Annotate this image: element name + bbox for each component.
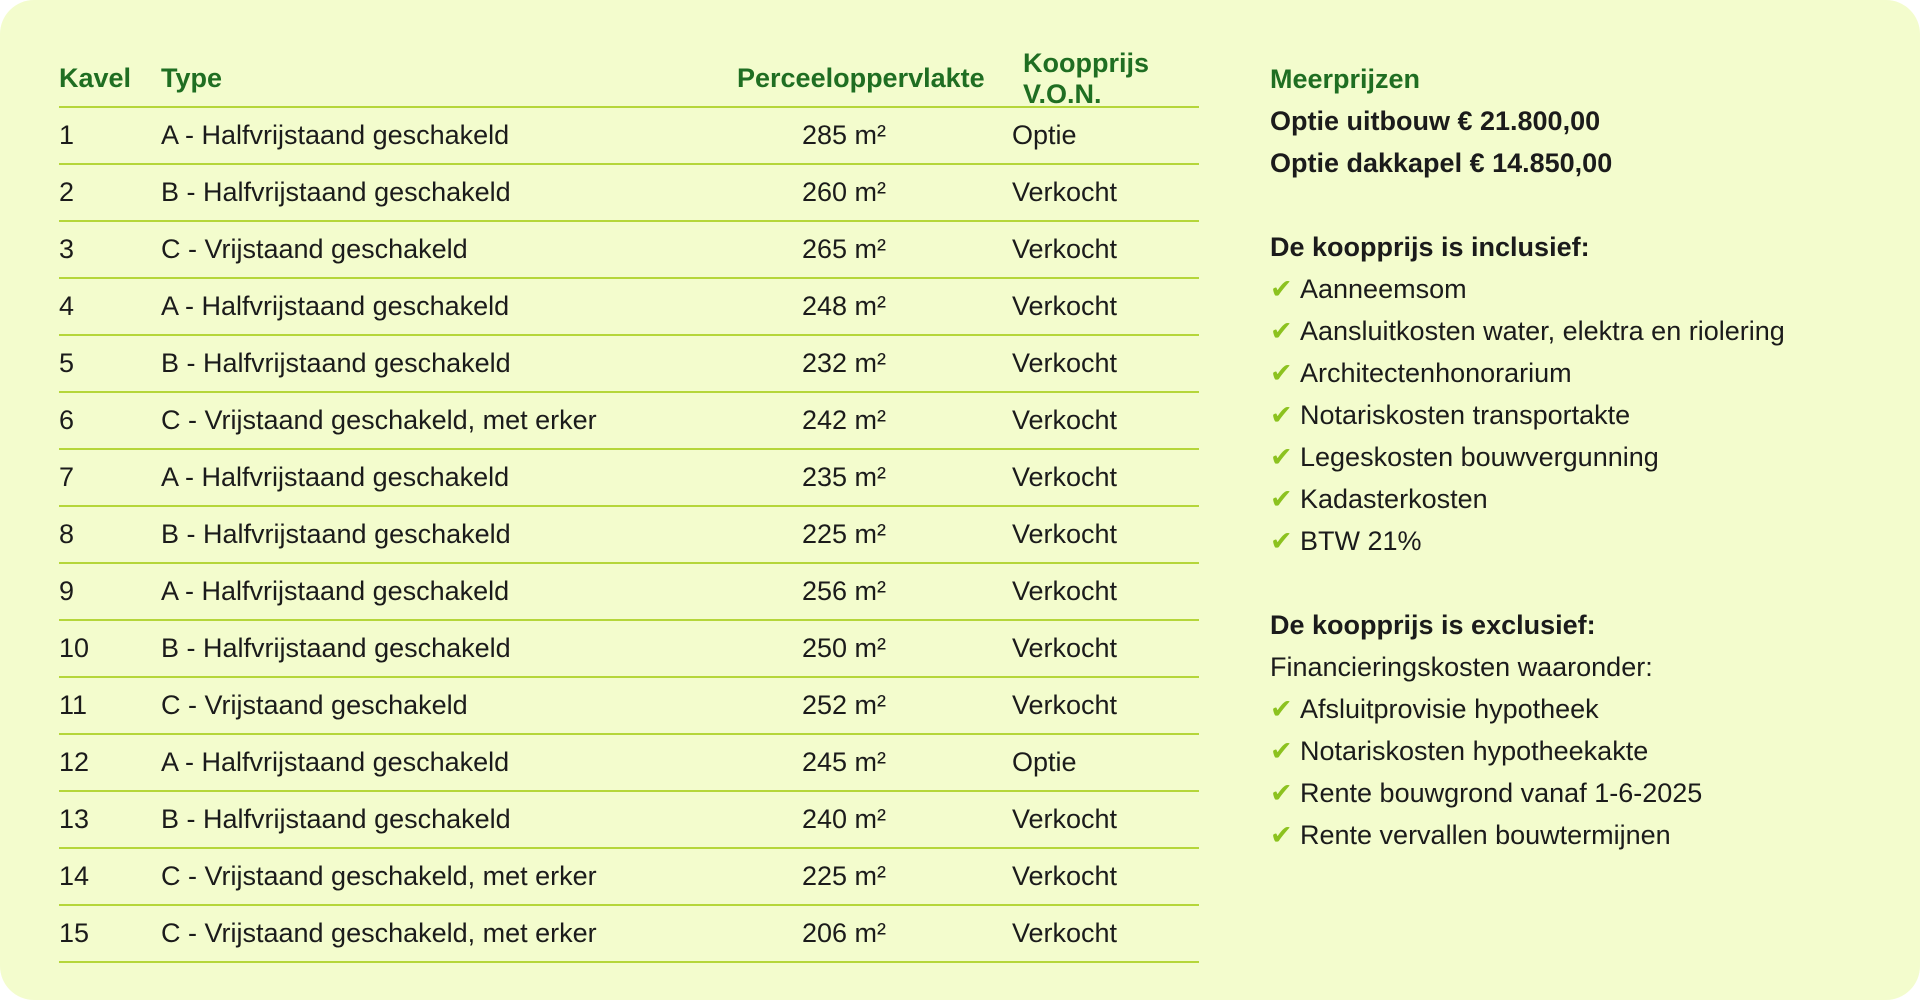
check-icon: ✔ [1270, 316, 1293, 346]
inclusief-item-label: Aansluitkosten water, elektra en riolering [1300, 316, 1785, 346]
table-row [59, 279, 1199, 336]
exclusief-item [1270, 772, 1910, 814]
cell-koopprijs: Verkocht [1012, 234, 1118, 264]
cell-kavel: 6 [59, 405, 75, 435]
cell-perceeloppervlakte: 245 m² [802, 747, 887, 777]
cell-perceeloppervlakte: 252 m² [802, 690, 887, 720]
cell-kavel: 10 [59, 633, 90, 663]
table-row [59, 621, 1199, 678]
check-icon: ✔ [1270, 358, 1293, 388]
check-icon: ✔ [1270, 820, 1293, 850]
check-icon: ✔ [1270, 694, 1293, 724]
inclusief-item [1270, 268, 1910, 310]
cell-kavel: 7 [59, 462, 75, 492]
cell-type: B - Halfvrijstaand geschakeld [161, 519, 511, 549]
inclusief-item-label: Notariskosten transportakte [1300, 400, 1631, 430]
table-row [59, 849, 1199, 906]
inclusief-item [1270, 478, 1910, 520]
cell-type: B - Halfvrijstaand geschakeld [161, 804, 511, 834]
check-icon: ✔ [1270, 274, 1293, 304]
exclusief-title: De koopprijs is exclusief: [1270, 610, 1596, 640]
cell-type: B - Halfvrijstaand geschakeld [161, 633, 511, 663]
check-icon: ✔ [1270, 442, 1293, 472]
cell-koopprijs: Verkocht [1012, 177, 1118, 207]
header-kavel: Kavel [59, 63, 132, 93]
header-type: Type [161, 63, 223, 93]
table-row [59, 792, 1199, 849]
meerprijs-item: Optie dakkapel € 14.850,00 [1270, 148, 1613, 178]
inclusief-item-label: Aanneemsom [1300, 274, 1467, 304]
cell-type: C - Vrijstaand geschakeld, met erker [161, 918, 597, 948]
table-row [59, 678, 1199, 735]
table-row [59, 222, 1199, 279]
cell-type: C - Vrijstaand geschakeld, met erker [161, 861, 597, 891]
inclusief-item-label: Legeskosten bouwvergunning [1300, 442, 1659, 472]
meerprijzen-title: Meerprijzen [1270, 64, 1421, 94]
check-icon: ✔ [1270, 736, 1293, 766]
cell-type: A - Halfvrijstaand geschakeld [161, 576, 510, 606]
info-column [1270, 58, 1910, 856]
inclusief-item-label: BTW 21% [1300, 526, 1422, 556]
table-row [59, 564, 1199, 621]
inclusief-item [1270, 352, 1910, 394]
cell-koopprijs: Optie [1012, 747, 1077, 777]
header-koopprijs: Koopprijs V.O.N. [1023, 47, 1149, 109]
cell-koopprijs: Verkocht [1012, 405, 1118, 435]
cell-koopprijs: Verkocht [1012, 576, 1118, 606]
inclusief-item [1270, 436, 1910, 478]
exclusief-item-label: Afsluitprovisie hypotheek [1300, 694, 1599, 724]
cell-koopprijs: Verkocht [1012, 462, 1118, 492]
exclusief-list [1270, 688, 1910, 856]
cell-perceeloppervlakte: 240 m² [802, 804, 887, 834]
table-row [59, 906, 1199, 963]
cell-kavel: 5 [59, 348, 75, 378]
table-row [59, 450, 1199, 507]
table-header [59, 47, 1199, 109]
table-row [59, 393, 1199, 450]
cell-kavel: 3 [59, 234, 75, 264]
meerprijs-item: Optie uitbouw € 21.800,00 [1270, 106, 1601, 136]
cell-type: B - Halfvrijstaand geschakeld [161, 348, 511, 378]
cell-kavel: 15 [59, 918, 90, 948]
cell-kavel: 1 [59, 120, 75, 150]
cell-type: A - Halfvrijstaand geschakeld [161, 120, 510, 150]
check-icon: ✔ [1270, 484, 1293, 514]
cell-type: C - Vrijstaand geschakeld [161, 234, 468, 264]
exclusief-item [1270, 730, 1910, 772]
cell-perceeloppervlakte: 250 m² [802, 633, 887, 663]
cell-koopprijs: Verkocht [1012, 861, 1118, 891]
cell-perceeloppervlakte: 256 m² [802, 576, 887, 606]
cell-kavel: 14 [59, 861, 90, 891]
cell-kavel: 9 [59, 576, 75, 606]
cell-koopprijs: Verkocht [1012, 348, 1118, 378]
exclusief-item-label: Rente vervallen bouwtermijnen [1300, 820, 1671, 850]
cell-type: C - Vrijstaand geschakeld [161, 690, 468, 720]
cell-perceeloppervlakte: 225 m² [802, 519, 887, 549]
cell-type: A - Halfvrijstaand geschakeld [161, 291, 510, 321]
kavel-table [59, 47, 1199, 963]
cell-type: A - Halfvrijstaand geschakeld [161, 747, 510, 777]
cell-perceeloppervlakte: 242 m² [802, 405, 887, 435]
cell-perceeloppervlakte: 235 m² [802, 462, 887, 492]
cell-perceeloppervlakte: 285 m² [802, 120, 887, 150]
inclusief-item [1270, 520, 1910, 562]
table-row [59, 165, 1199, 222]
cell-koopprijs: Optie [1012, 120, 1077, 150]
cell-perceeloppervlakte: 232 m² [802, 348, 887, 378]
cell-kavel: 12 [59, 747, 90, 777]
exclusief-item-label: Rente bouwgrond vanaf 1-6-2025 [1300, 778, 1703, 808]
check-icon: ✔ [1270, 778, 1293, 808]
cell-perceeloppervlakte: 260 m² [802, 177, 887, 207]
inclusief-item [1270, 310, 1910, 352]
cell-perceeloppervlakte: 225 m² [802, 861, 887, 891]
table-row [59, 507, 1199, 564]
exclusief-item-label: Notariskosten hypotheekakte [1300, 736, 1649, 766]
cell-kavel: 13 [59, 804, 90, 834]
inclusief-item [1270, 394, 1910, 436]
cell-kavel: 11 [59, 690, 88, 720]
cell-koopprijs: Verkocht [1012, 519, 1118, 549]
cell-type: A - Halfvrijstaand geschakeld [161, 462, 510, 492]
exclusief-item [1270, 814, 1910, 856]
header-perceeloppervlakte: Perceeloppervlakte [737, 63, 985, 93]
cell-koopprijs: Verkocht [1012, 804, 1118, 834]
cell-kavel: 2 [59, 177, 75, 207]
inclusief-list [1270, 268, 1910, 562]
cell-perceeloppervlakte: 206 m² [802, 918, 887, 948]
cell-koopprijs: Verkocht [1012, 291, 1118, 321]
cell-type: C - Vrijstaand geschakeld, met erker [161, 405, 597, 435]
cell-kavel: 8 [59, 519, 75, 549]
check-icon: ✔ [1270, 400, 1293, 430]
exclusief-subtitle: Financieringskosten waaronder: [1270, 652, 1653, 682]
inclusief-item-label: Kadasterkosten [1300, 484, 1488, 514]
inclusief-item-label: Architectenhonorarium [1300, 358, 1572, 388]
table-row [59, 336, 1199, 393]
cell-type: B - Halfvrijstaand geschakeld [161, 177, 511, 207]
cell-koopprijs: Verkocht [1012, 918, 1118, 948]
cell-perceeloppervlakte: 248 m² [802, 291, 887, 321]
cell-perceeloppervlakte: 265 m² [802, 234, 887, 264]
table-row [59, 735, 1199, 792]
table-row [59, 108, 1199, 165]
exclusief-item [1270, 688, 1910, 730]
cell-koopprijs: Verkocht [1012, 690, 1118, 720]
table-body [59, 108, 1199, 963]
inclusief-title: De koopprijs is inclusief: [1270, 232, 1590, 262]
check-icon: ✔ [1270, 526, 1293, 556]
cell-koopprijs: Verkocht [1012, 633, 1118, 663]
cell-kavel: 4 [59, 291, 75, 321]
